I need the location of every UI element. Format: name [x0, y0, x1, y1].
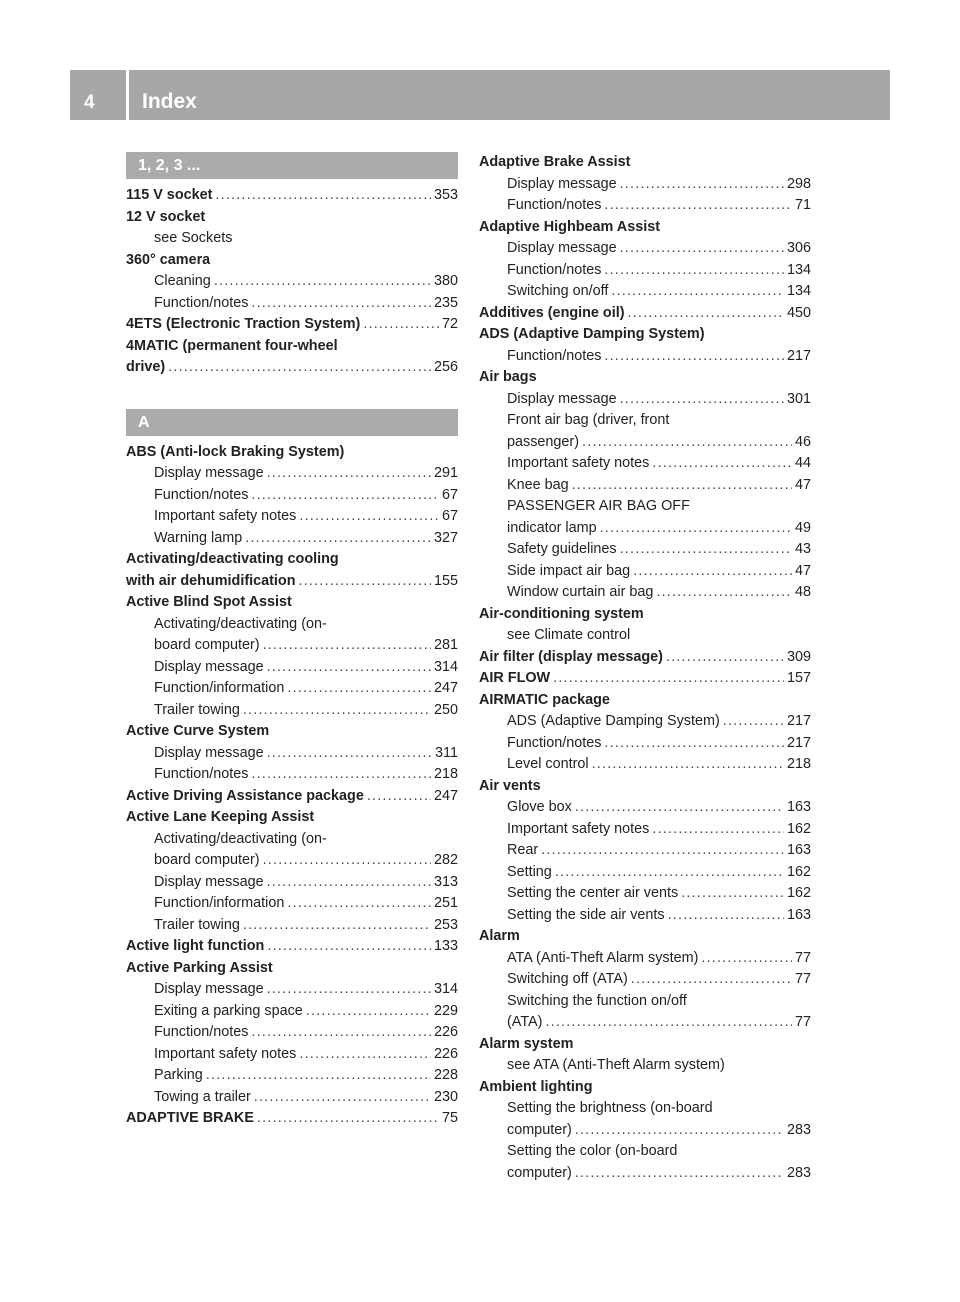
- index-subentry[interactable]: board computer) ..... 281: [126, 635, 458, 657]
- index-subentry[interactable]: Function/information ..... 251: [126, 893, 458, 915]
- index-entry: Air-conditioning system: [479, 605, 644, 622]
- index-subentry: Activating/deactivating (on-: [154, 830, 327, 847]
- index-subentry[interactable]: Function/notes ..... 71: [479, 195, 811, 217]
- index-subentry[interactable]: Safety guidelines ..... 43: [479, 539, 811, 561]
- index-entry: Air bags: [479, 369, 537, 385]
- index-entry: 12 V socket: [126, 208, 206, 225]
- index-entry: ABS (Anti-lock Braking System): [126, 443, 345, 460]
- index-entry[interactable]: 115 V socket ..... 353: [126, 185, 458, 207]
- index-subentry[interactable]: computer) ..... 283: [479, 1163, 811, 1185]
- index-subentry[interactable]: Display message ..... 311: [126, 743, 458, 765]
- index-subentry[interactable]: Parking ..... 228: [126, 1065, 458, 1087]
- index-entry[interactable]: Active light function ..... 133: [126, 936, 458, 958]
- index-entry: Activating/deactivating cooling: [126, 551, 339, 567]
- index-subentry[interactable]: Trailer towing ..... 253: [126, 915, 458, 937]
- index-subentry[interactable]: (ATA) ..... 77: [479, 1012, 811, 1034]
- index-entry[interactable]: ADAPTIVE BRAKE ..... 75: [126, 1108, 458, 1130]
- index-subentry: Switching the function on/off: [507, 992, 687, 1009]
- index-subentry[interactable]: Level control ..... 218: [479, 754, 811, 776]
- index-subentry[interactable]: Warning lamp ..... 327: [126, 528, 458, 550]
- index-subentry: see Climate control: [507, 627, 631, 643]
- index-subentry[interactable]: Function/notes ..... 226: [126, 1022, 458, 1044]
- index-subentry[interactable]: Display message ..... 298: [479, 174, 811, 196]
- index-subentry[interactable]: Display message ..... 314: [126, 657, 458, 679]
- index-subentry[interactable]: Important safety notes ..... 44: [479, 453, 811, 475]
- index-subentry[interactable]: Display message ..... 306: [479, 238, 811, 260]
- index-subentry: Setting the brightness (on-board: [507, 1100, 713, 1116]
- index-column-right: [479, 152, 811, 1184]
- index-subentry[interactable]: Exiting a parking space ..... 229: [126, 1001, 458, 1023]
- index-subentry[interactable]: Function/notes ..... 217: [479, 733, 811, 755]
- index-subentry: Activating/deactivating (on-: [154, 615, 327, 632]
- index-entry: Adaptive Brake Assist: [479, 154, 631, 170]
- index-subentry[interactable]: Function/notes ..... 134: [479, 260, 811, 282]
- index-entry: Active Curve System: [126, 723, 270, 739]
- index-entry: Alarm system: [479, 1035, 574, 1052]
- index-entry: 360° camera: [126, 251, 211, 268]
- index-subentry[interactable]: Side impact air bag ..... 47: [479, 561, 811, 583]
- index-entry: Alarm: [479, 928, 520, 944]
- section-heading: 1, 2, 3 ...: [126, 152, 458, 179]
- index-subentry[interactable]: Window curtain air bag ..... 48: [479, 582, 811, 604]
- index-entry: Air vents: [479, 777, 541, 794]
- index-subentry[interactable]: Function/notes ..... 67: [126, 485, 458, 507]
- index-subentry[interactable]: Setting the side air vents ..... 163: [479, 905, 811, 927]
- index-entry: Active Parking Assist: [126, 959, 273, 976]
- index-column-left: [126, 152, 458, 1130]
- index-subentry[interactable]: Setting ..... 162: [479, 862, 811, 884]
- index-entry[interactable]: Air filter (display message) ..... 309: [479, 647, 811, 669]
- index-entry[interactable]: drive) ..... 256: [126, 357, 458, 379]
- index-subentry[interactable]: Setting the center air vents ..... 162: [479, 883, 811, 905]
- index-subentry[interactable]: Important safety notes ..... 67: [126, 506, 458, 528]
- index-entry: ADS (Adaptive Damping System): [479, 326, 705, 342]
- index-subentry[interactable]: Trailer towing ..... 250: [126, 700, 458, 722]
- index-subentry: PASSENGER AIR BAG OFF: [507, 498, 690, 514]
- index-subentry[interactable]: Display message ..... 291: [126, 463, 458, 485]
- section-heading: A: [126, 409, 458, 436]
- index-subentry: see Sockets: [154, 230, 233, 246]
- index-subentry[interactable]: ATA (Anti-Theft Alarm system) ..... 77: [479, 948, 811, 970]
- index-entry[interactable]: Additives (engine oil) ..... 450: [479, 303, 811, 325]
- index-subentry[interactable]: passenger) ..... 46: [479, 432, 811, 454]
- index-subentry[interactable]: Display message ..... 314: [126, 979, 458, 1001]
- index-entry: AIRMATIC package: [479, 691, 610, 708]
- index-subentry[interactable]: Switching off (ATA) ..... 77: [479, 969, 811, 991]
- page-header: [70, 70, 890, 120]
- index-subentry[interactable]: Display message ..... 301: [479, 389, 811, 411]
- header-divider: [126, 70, 129, 120]
- index-subentry: see ATA (Anti-Theft Alarm system): [507, 1057, 725, 1073]
- index-subentry[interactable]: Display message ..... 313: [126, 872, 458, 894]
- index-subentry[interactable]: Knee bag ..... 47: [479, 475, 811, 497]
- index-entry: Adaptive Highbeam Assist: [479, 218, 660, 235]
- index-subentry[interactable]: board computer) ..... 282: [126, 850, 458, 872]
- index-subentry[interactable]: Cleaning ..... 380: [126, 271, 458, 293]
- index-subentry[interactable]: computer) ..... 283: [479, 1120, 811, 1142]
- index-subentry[interactable]: Rear ..... 163: [479, 840, 811, 862]
- index-subentry[interactable]: Function/information ..... 247: [126, 678, 458, 700]
- index-subentry[interactable]: Important safety notes ..... 226: [126, 1044, 458, 1066]
- index-subentry[interactable]: Function/notes ..... 217: [479, 346, 811, 368]
- index-entry[interactable]: with air dehumidification ..... 155: [126, 571, 458, 593]
- index-entry: 4MATIC (permanent four-wheel: [126, 337, 338, 354]
- index-subentry[interactable]: Glove box ..... 163: [479, 797, 811, 819]
- index-entry[interactable]: Active Driving Assistance package ..... 247: [126, 786, 458, 808]
- index-subentry[interactable]: Towing a trailer ..... 230: [126, 1087, 458, 1109]
- index-subentry[interactable]: Switching on/off ..... 134: [479, 281, 811, 303]
- page-number: 4: [84, 92, 95, 113]
- index-entry: Ambient lighting: [479, 1078, 593, 1095]
- index-subentry[interactable]: Important safety notes ..... 162: [479, 819, 811, 841]
- index-entry[interactable]: 4ETS (Electronic Traction System) ..... 72: [126, 314, 458, 336]
- page-title: Index: [142, 90, 197, 113]
- index-subentry[interactable]: Function/notes ..... 218: [126, 764, 458, 786]
- index-entry: Active Blind Spot Assist: [126, 594, 292, 610]
- index-subentry: Front air bag (driver, front: [507, 412, 670, 428]
- index-entry[interactable]: AIR FLOW ..... 157: [479, 668, 811, 690]
- index-subentry[interactable]: ADS (Adaptive Damping System) ..... 217: [479, 711, 811, 733]
- index-subentry[interactable]: indicator lamp ..... 49: [479, 518, 811, 540]
- index-subentry[interactable]: Function/notes ..... 235: [126, 293, 458, 315]
- index-entry: Active Lane Keeping Assist: [126, 809, 315, 825]
- index-subentry: Setting the color (on-board: [507, 1143, 678, 1159]
